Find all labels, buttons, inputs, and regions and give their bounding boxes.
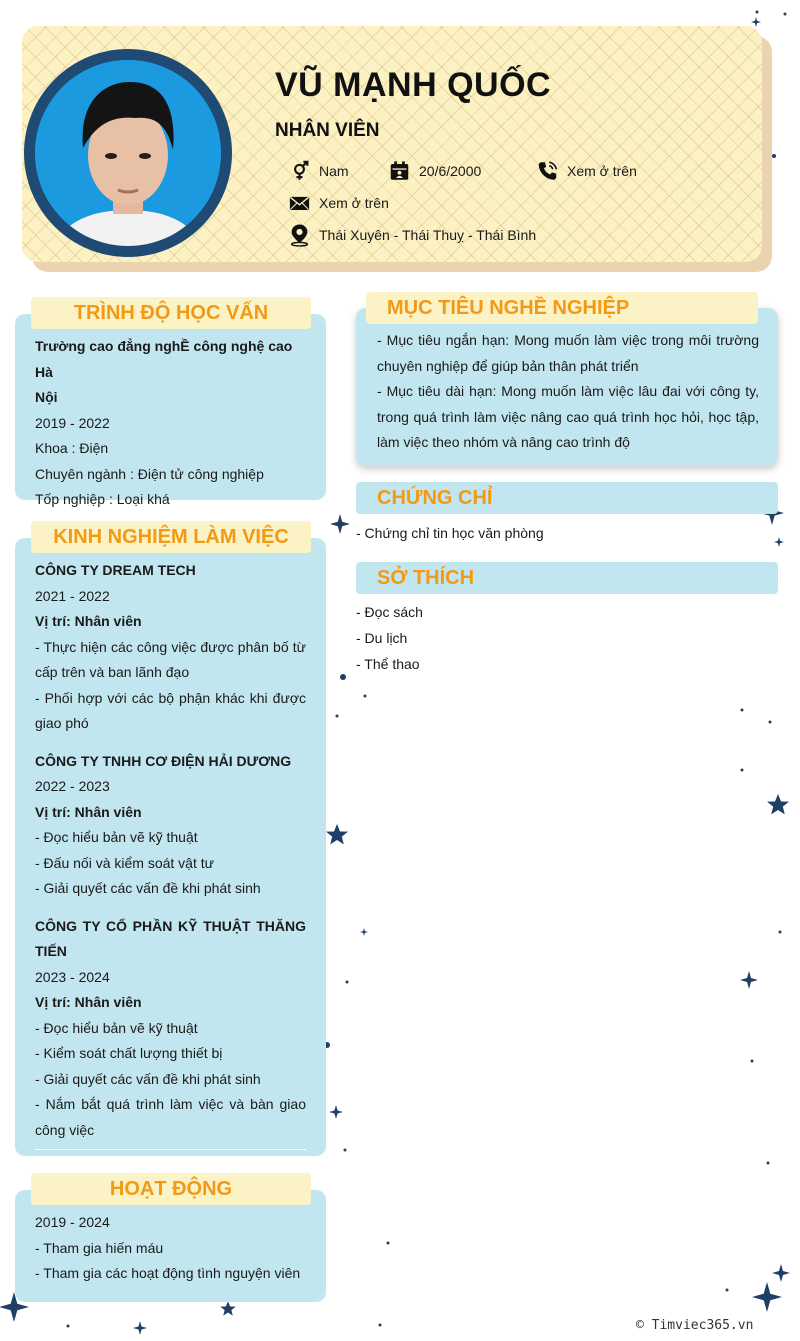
job-duty: - Đọc hiểu bản vẽ kỹ thuật — [35, 829, 198, 845]
certificates-title: CHỨNG CHỈ — [356, 482, 778, 514]
job-duty: - Giải quyết các vấn đề khi phát sinh — [35, 880, 261, 896]
job-duty: cấp trên và ban lãnh đạo — [35, 664, 190, 680]
certificates-content — [356, 520, 778, 546]
activity-item: - Tham gia các hoạt động tình nguyện viên — [35, 1265, 301, 1281]
job-company: CÔNG TY TNHH CƠ ĐIỆN HẢI DƯƠNG — [35, 752, 292, 769]
activity-item: - Tham gia hiến máu — [35, 1239, 164, 1256]
gender-icon — [289, 160, 310, 182]
info-birthday — [389, 160, 481, 182]
job-duty: - Đấu nối và kiểm soát vật tư — [35, 854, 214, 871]
education-divider — [35, 519, 306, 520]
activities-period: 2019 - 2024 — [35, 1214, 110, 1230]
objective-line: làm việc theo nhóm và nâng cao trình độ — [377, 434, 630, 450]
email-value: Xem ở trên — [319, 195, 389, 211]
map-pin-icon — [289, 223, 310, 247]
activities-content — [35, 1210, 306, 1287]
education-major: Chuyên ngành : Điện tử công nghiệp — [35, 465, 264, 482]
job-company: TIẾN — [35, 943, 67, 959]
avatar — [24, 49, 232, 257]
objective-line: - Mục tiêu ngắn hạn: Mong muốn làm việc trong môi trường — [377, 332, 759, 348]
watermark: © Timviec365.vn — [636, 1318, 754, 1333]
certificate-item: - Chứng chỉ tin học văn phòng — [356, 525, 544, 541]
objective-title: MỤC TIÊU NGHỀ NGHIỆP — [366, 292, 758, 324]
avatar-photo — [35, 60, 221, 246]
job-role: Vị trí: Nhân viên — [35, 994, 142, 1010]
job-period: 2023 - 2024 — [35, 968, 110, 985]
address-value: Thái Xuyên - Thái Thuỵ - Thái Bình — [319, 227, 537, 243]
hobbies-title: SỞ THÍCH — [356, 562, 778, 594]
hobby-item: - Đọc sách — [356, 604, 423, 620]
birthday-value: 20/6/2000 — [419, 163, 482, 179]
job-duty: công việc — [35, 1121, 95, 1138]
job-role: Vị trí: Nhân viên — [35, 613, 142, 629]
envelope-icon — [289, 192, 310, 214]
calendar-icon — [389, 160, 410, 182]
job-duty: - Thực hiện các công việc được phân bố từ — [35, 638, 306, 655]
school-name-line1: Trường cao đẳng nghỀ công nghệ cao Hà — [35, 338, 293, 380]
education-period: 2019 - 2022 — [35, 414, 110, 431]
gender-value: Nam — [319, 163, 349, 179]
info-email — [289, 192, 389, 214]
job-company: CÔNG TY CỔ PHẦN KỸ THUẬT THĂNG — [35, 917, 306, 934]
job-company: CÔNG TY DREAM TECH — [35, 562, 196, 578]
education-faculty: Khoa : Điện — [35, 440, 109, 456]
job-duty: - Kiểm soát chất lượng thiết bị — [35, 1045, 223, 1061]
experience-divider — [35, 1149, 306, 1150]
job-duty: - Nắm bắt quá trình làm việc và bàn giao — [35, 1096, 306, 1112]
job-duty: - Đọc hiểu bản vẽ kỹ thuật — [35, 1019, 198, 1036]
job-item — [35, 749, 306, 902]
education-content — [35, 334, 306, 520]
job-duty: giao phó — [35, 715, 89, 731]
job-period: 2022 - 2023 — [35, 778, 110, 794]
phone-icon — [537, 160, 558, 182]
objective-line: trong quá trình làm việc nâng cao quá trình học hỏi, học tập, — [377, 408, 759, 425]
job-item — [35, 558, 306, 737]
info-address — [289, 223, 536, 247]
hobbies-content — [356, 599, 778, 677]
objective-line: - Mục tiêu dài hạn: Mong muốn làm việc lâu đai với công ty, — [377, 383, 759, 399]
job-item — [35, 914, 306, 1151]
experience-content — [35, 558, 306, 1162]
education-title: TRÌNH ĐỘ HỌC VẤN — [31, 297, 311, 329]
education-graduation: Tốp nghiệp : Loại khá — [35, 491, 170, 507]
candidate-name: VŨ MẠNH QUỐC — [275, 66, 552, 104]
hobby-item: - Thể thao — [356, 656, 420, 672]
candidate-position: NHÂN VIÊN — [275, 120, 380, 141]
phone-value: Xem ở trên — [567, 163, 637, 179]
school-name-line2: Nội — [35, 389, 58, 405]
info-gender — [289, 160, 349, 182]
experience-title: KINH NGHIỆM LÀM VIỆC — [31, 521, 311, 553]
job-role: Vị trí: Nhân viên — [35, 803, 142, 820]
objective-line: chuyên nghiệp để giúp bản thân phát triển — [377, 357, 639, 374]
job-duty: - Phối hợp với các bộ phận khác khi được — [35, 689, 306, 706]
person-portrait-icon — [35, 60, 221, 246]
activities-title: HOẠT ĐỘNG — [31, 1173, 311, 1205]
info-phone — [537, 160, 637, 182]
hobby-item: - Du lịch — [356, 630, 408, 646]
job-period: 2021 - 2022 — [35, 587, 110, 604]
objective-content — [377, 328, 759, 456]
job-duty: - Giải quyết các vấn đề khi phát sinh — [35, 1070, 261, 1087]
